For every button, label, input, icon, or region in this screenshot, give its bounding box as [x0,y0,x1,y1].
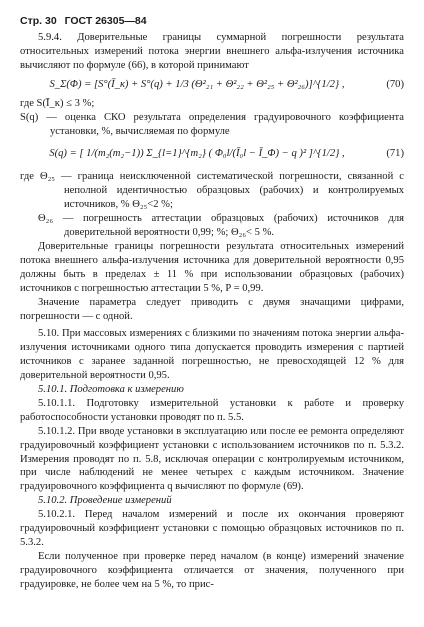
paragraph-5-10-1-1: 5.10.1.1. Подготовку измерительной установки к работе и проверку работоспособности установки проводят по п. 5.5. [20,397,404,423]
where-s-ik: где S(Ī_к) ≤ 3 %; [20,97,95,109]
standard-id: ГОСТ 26305—84 [64,15,147,27]
heading-5-10-1: 5.10.1. Подготовка к измерению [38,384,184,396]
definition-theta-26: Θ₂₆ — погрешность аттестации образцовых (рабочих) источников для доверительной вероятности 0,99; %; Θ₂₆< 5 %. [38,213,404,239]
paragraph-5-10-1-2: 5.10.1.2. При вводе установки в эксплуатацию или после ее ремонта определяют градуировочный коэффициент установки с использованием источников по п. 5.3.2. Измерения проводят по п. 5.8, исключая операции с контролируемым источником, при числе наблюдений не менее четырех с каждым источником. Значение градуировочного коэффициента q вычисляют по формуле (69). [20,425,404,493]
formula-70-body: S_Σ(Φ) = [S°(Ī_к) + S°(q) + 1/3 (Θ²₂₁ + Θ²₂₂ + Θ²₂₅ + Θ²₂₆)]^{1/2} , [49,78,345,90]
heading-5-10-2: 5.10.2. Проведение измерений [38,495,172,507]
paragraph-5-10-2-1: 5.10.2.1. Перед началом измерений и после их окончания проверяют градуировочный коэффициент установки с помощью образцовых источников по п. 5.3.2. [20,509,404,548]
formula-71 [20,138,404,170]
paragraph-5-9-4: 5.9.4. Доверительные границы суммарной погрешности результата относительных измерений потока энергии внешнего альфа-излучения источника вычисляют по формуле (66), в которой принимают [20,32,404,71]
formula-70-number: (70) [386,78,404,90]
definition-sq: S(q) — оценка СКО результата определения градуировочного коэффициента установки, %, вычисляемая по формуле [20,111,404,137]
formula-71-number: (71) [386,148,404,160]
formula-71-body: S(q) = [ 1/(m₂(m₂−1)) Σ_{l=1}^{m₂} ( Φ₀l/(Ī₀l − Ī_Φ) − q )² ]^{1/2} , [49,148,345,160]
document-page [20,15,404,592]
formula-70 [20,73,404,97]
paragraph-5-10: 5.10. При массовых измерениях с близкими по значениям потока энергии альфа-излучения источниками одного типа допускается проводить измерения с партией источников с заранее заданной погрешностью, не превосходящей 12 % для доверительной вероятности 0,95. [20,328,404,382]
page-number: Стр. 30 [20,15,57,27]
paragraph-confidence-bounds: Доверительные границы погрешности результата относительных измерений потока внешнего альфа-излучения источника для доверительной вероятности 0,95 должны быть в пределах ± 11 % при использовании образцовых (рабочих) источников с погрешностью аттестации 5 %, P = 0,99. [20,240,404,294]
page-header [20,15,404,31]
paragraph-significant-digits: Значение параметра следует приводить с двумя значащими цифрами, погрешности — с одной. [20,296,404,322]
paragraph-calibration-check: Если полученное при проверке перед началом (в конце) измерений значение градуировочного коэффициента отличается от значения, полученного при градуировке, не более чем на 5 %, то прис- [20,550,404,590]
definition-theta-25: где Θ₂₅ — граница неисключенной систематической погрешности, связанной с неполной идентичностью образцовых (рабочих) и контролируемых источников, % Θ₂₅<2 %; [20,171,404,211]
